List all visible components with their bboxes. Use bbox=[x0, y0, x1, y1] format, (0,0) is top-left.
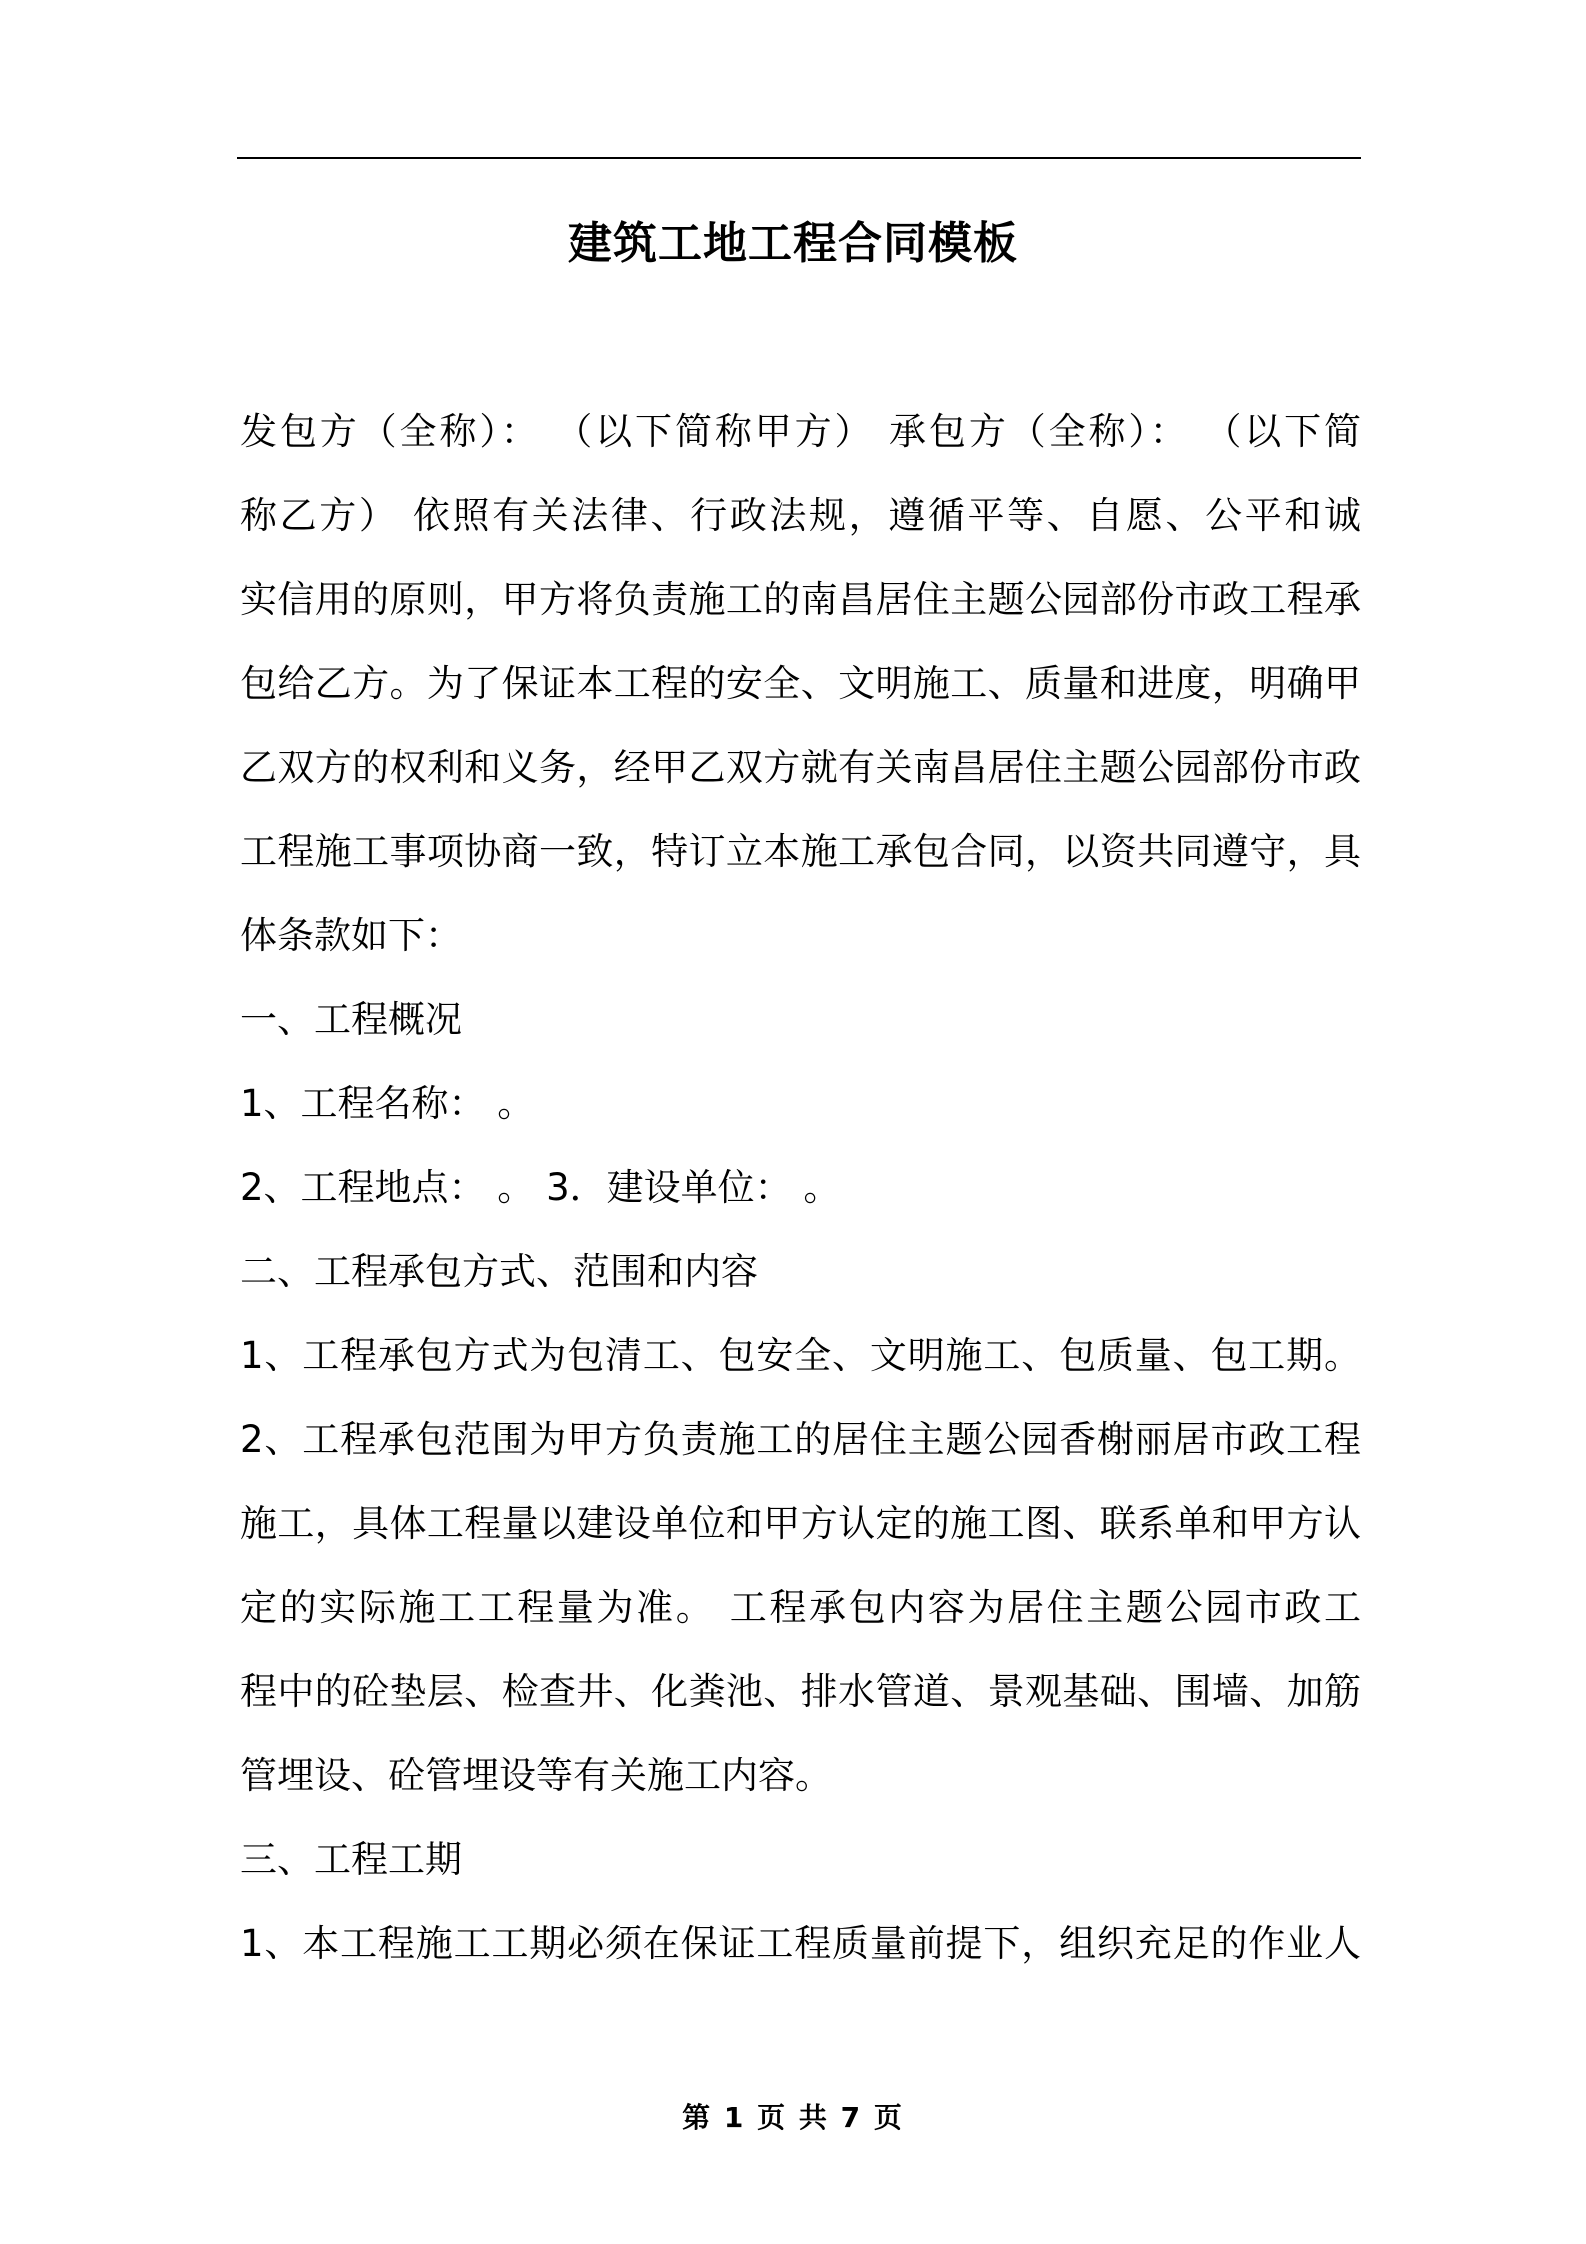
document-title: 建筑工地工程合同模板 bbox=[568, 218, 1018, 269]
paragraph-line-scope-1: 2、工程承包范围为甲方负责施工的居住主题公园香榭丽居市政工程 bbox=[240, 1418, 1361, 1461]
section-heading-3: 三、工程工期 bbox=[240, 1838, 462, 1881]
paragraph-line-7: 体条款如下： bbox=[240, 914, 462, 957]
paragraph-line-schedule-1: 1、本工程施工工期必须在保证工程质量前提下，组织充足的作业人 bbox=[240, 1922, 1361, 1965]
section-heading-1: 一、工程概况 bbox=[240, 998, 462, 1041]
paragraph-line-2: 称乙方） 依照有关法律、行政法规，遵循平等、自愿、公平和诚 bbox=[240, 494, 1361, 537]
list-item-contract-method: 1、工程承包方式为包清工、包安全、文明施工、包质量、包工期。 bbox=[240, 1334, 1361, 1377]
list-item-project-name: 1、工程名称： 。 bbox=[240, 1082, 535, 1125]
paragraph-line-scope-2: 施工，具体工程量以建设单位和甲方认定的施工图、联系单和甲方认 bbox=[240, 1502, 1361, 1545]
list-item-project-location: 2、工程地点： 。 3．建设单位： 。 bbox=[240, 1166, 841, 1209]
paragraph-line-6: 工程施工事项协商一致，特订立本施工承包合同，以资共同遵守，具 bbox=[240, 830, 1361, 873]
paragraph-line-scope-3: 定的实际施工工程量为准。 工程承包内容为居住主题公园市政工 bbox=[240, 1586, 1361, 1629]
paragraph-line-5: 乙双方的权利和义务，经甲乙双方就有关南昌居住主题公园部份市政 bbox=[240, 746, 1361, 789]
header-rule bbox=[237, 157, 1361, 159]
paragraph-line-4: 包给乙方。为了保证本工程的安全、文明施工、质量和进度，明确甲 bbox=[240, 662, 1361, 705]
paragraph-line-scope-4: 程中的砼垫层、检查井、化粪池、排水管道、景观基础、围墙、加筋 bbox=[240, 1670, 1361, 1713]
section-heading-2: 二、工程承包方式、范围和内容 bbox=[240, 1250, 758, 1293]
page-number-footer: 第 1 页 共 7 页 bbox=[682, 2101, 904, 2134]
paragraph-line-3: 实信用的原则，甲方将负责施工的南昌居住主题公园部份市政工程承 bbox=[240, 578, 1361, 621]
paragraph-line-1: 发包方（全称）： （以下简称甲方） 承包方（全称）： （以下简 bbox=[240, 410, 1361, 453]
paragraph-line-scope-5: 管埋设、砼管埋设等有关施工内容。 bbox=[240, 1754, 832, 1797]
